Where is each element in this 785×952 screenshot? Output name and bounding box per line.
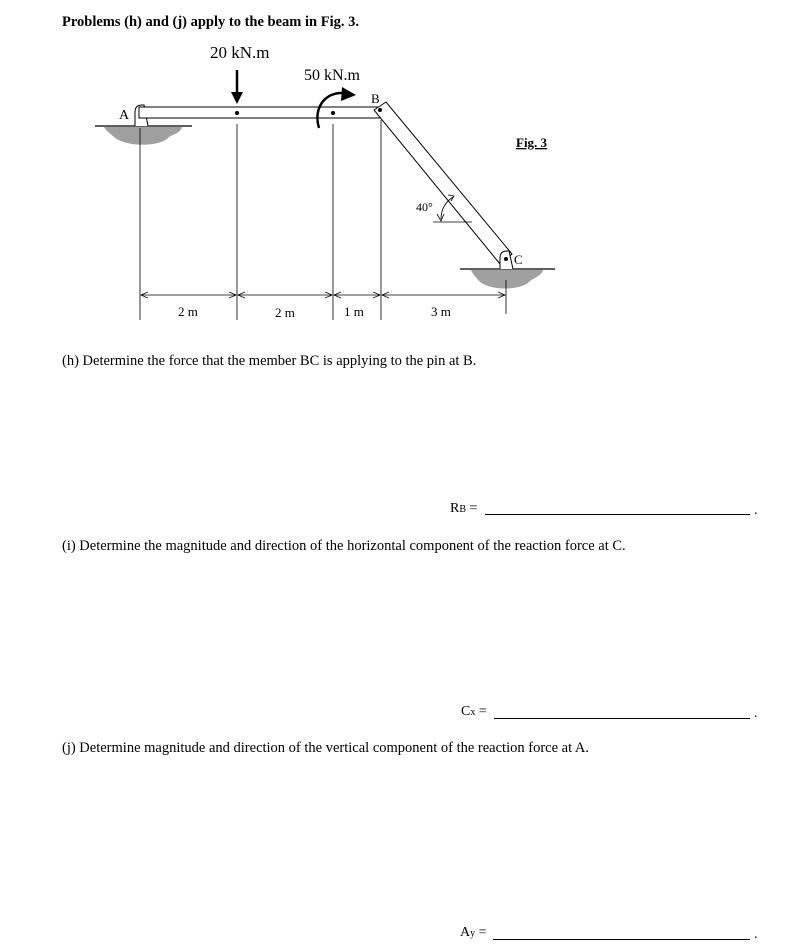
dimension-label: 1 m bbox=[344, 304, 364, 319]
answer-cx-field[interactable] bbox=[494, 718, 750, 719]
angle-label: 40° bbox=[416, 200, 433, 214]
question-h: (h) Determine the force that the member BC is applying to the pin at B. bbox=[62, 353, 477, 369]
answer-cx-label: Cx = bbox=[461, 704, 487, 719]
beam-ab bbox=[139, 107, 382, 118]
question-j: (j) Determine magnitude and direction of the vertical component of the reaction force at A. bbox=[62, 740, 590, 756]
problem-heading: Problems (h) and (j) apply to the beam in Fig. 3. bbox=[62, 14, 359, 30]
answer-rb-field[interactable] bbox=[485, 514, 750, 515]
point-a-label: A bbox=[119, 108, 130, 123]
question-i: (i) Determine the magnitude and direction of the horizontal component of the reaction force at C. bbox=[62, 538, 626, 554]
beam-figure bbox=[0, 0, 785, 340]
figure-label: Fig. 3 bbox=[516, 135, 548, 150]
moment-label: 50 kN.m bbox=[304, 67, 360, 84]
answer-period: . bbox=[754, 503, 758, 518]
answer-rb-label: RB = bbox=[450, 501, 478, 516]
load-label: 20 kN.m bbox=[210, 43, 270, 62]
answer-ay-field[interactable] bbox=[493, 939, 750, 940]
answer-period: . bbox=[754, 706, 758, 721]
answer-ay-label: Ay = bbox=[460, 925, 487, 940]
point-c-label: C bbox=[514, 252, 523, 267]
load-arrow-icon bbox=[231, 70, 243, 104]
reference-lines bbox=[140, 120, 506, 320]
dimension-label: 2 m bbox=[178, 304, 198, 319]
member-bc bbox=[374, 102, 512, 264]
answer-period: . bbox=[754, 927, 758, 942]
support-c bbox=[460, 251, 555, 289]
point-b-label: B bbox=[371, 91, 380, 106]
dimension-label: 3 m bbox=[431, 304, 451, 319]
dimension-label: 2 m bbox=[275, 305, 295, 320]
